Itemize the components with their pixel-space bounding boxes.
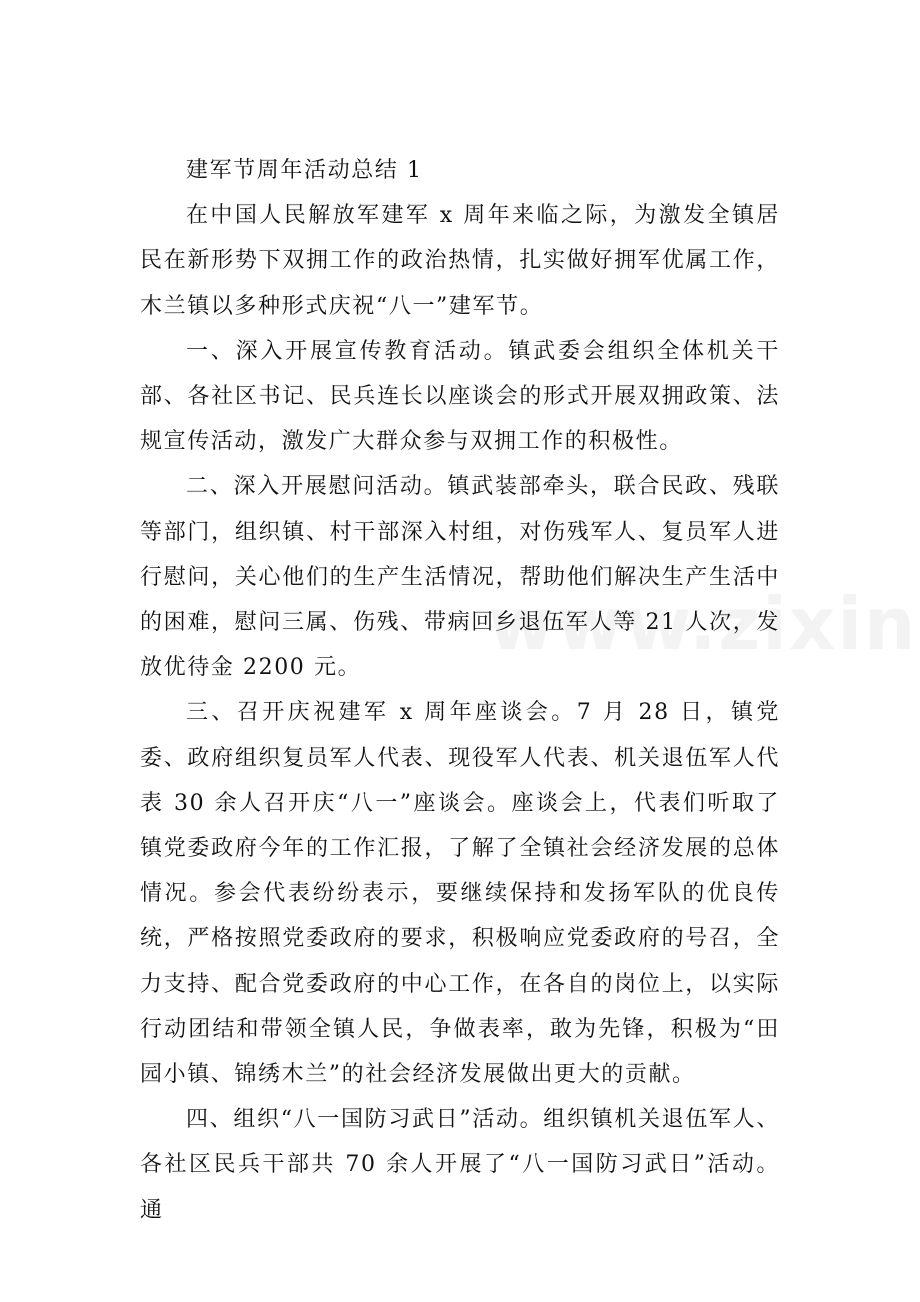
paragraph-section-4: 四、组织“八一国防习武日”活动。组织镇机关退伍军人、各社区民兵干部共 70 余人开展了“八一国防习武日”活动。通 <box>140 1107 780 1223</box>
document-body <box>140 148 780 1233</box>
paragraph-intro: 在中国人民解放军建军 x 周年来临之际，为激发全镇居民在新形势下双拥工作的政治热情，扎实做好拥军优属工作，木兰镇以多种形式庆祝“八一”建军节。 <box>140 203 780 319</box>
paragraph-section-1: 一、深入开展宣传教育活动。镇武委会组织全体机关干部、各社区书记、民兵连长以座谈会的形式开展双拥政策、法规宣传活动，激发广大群众参与双拥工作的积极性。 <box>140 338 780 455</box>
paragraph-section-3: 三、召开庆祝建军 x 周年座谈会。7 月 28 日，镇党委、政府组织复员军人代表、现役军人代表、机关退伍军人代表 30 余人召开庆“八一”座谈会。座谈会上，代表们听取了镇党委政府今年的工作汇报，了解了全镇社会经济发展的总体情况。参会代表纷纷表示，要继续保持和发扬军队的优良传统，严格按照党委政府的要求，积极响应党委政府的号召，全力支持、配合党委政府的中心工作，在各自的岗位上，以实际行动团结和带领全镇人民，争做表率，敢为先锋，积极为“田园小镇、锦绣木兰”的社会经济发展做出更大的贡献。 <box>140 700 780 1088</box>
paragraph-section-2: 二、深入开展慰问活动。镇武装部牵头，联合民政、残联等部门，组织镇、村干部深入村组，对伤残军人、复员军人进行慰问，关心他们的生产生活情况，帮助他们解决生产生活中的困难，慰问三属、伤残、带病回乡退伍军人等 21 人次，发放优待金 2200 元。 <box>140 474 780 681</box>
document-title: 建军节周年活动总结 1 <box>186 158 423 183</box>
